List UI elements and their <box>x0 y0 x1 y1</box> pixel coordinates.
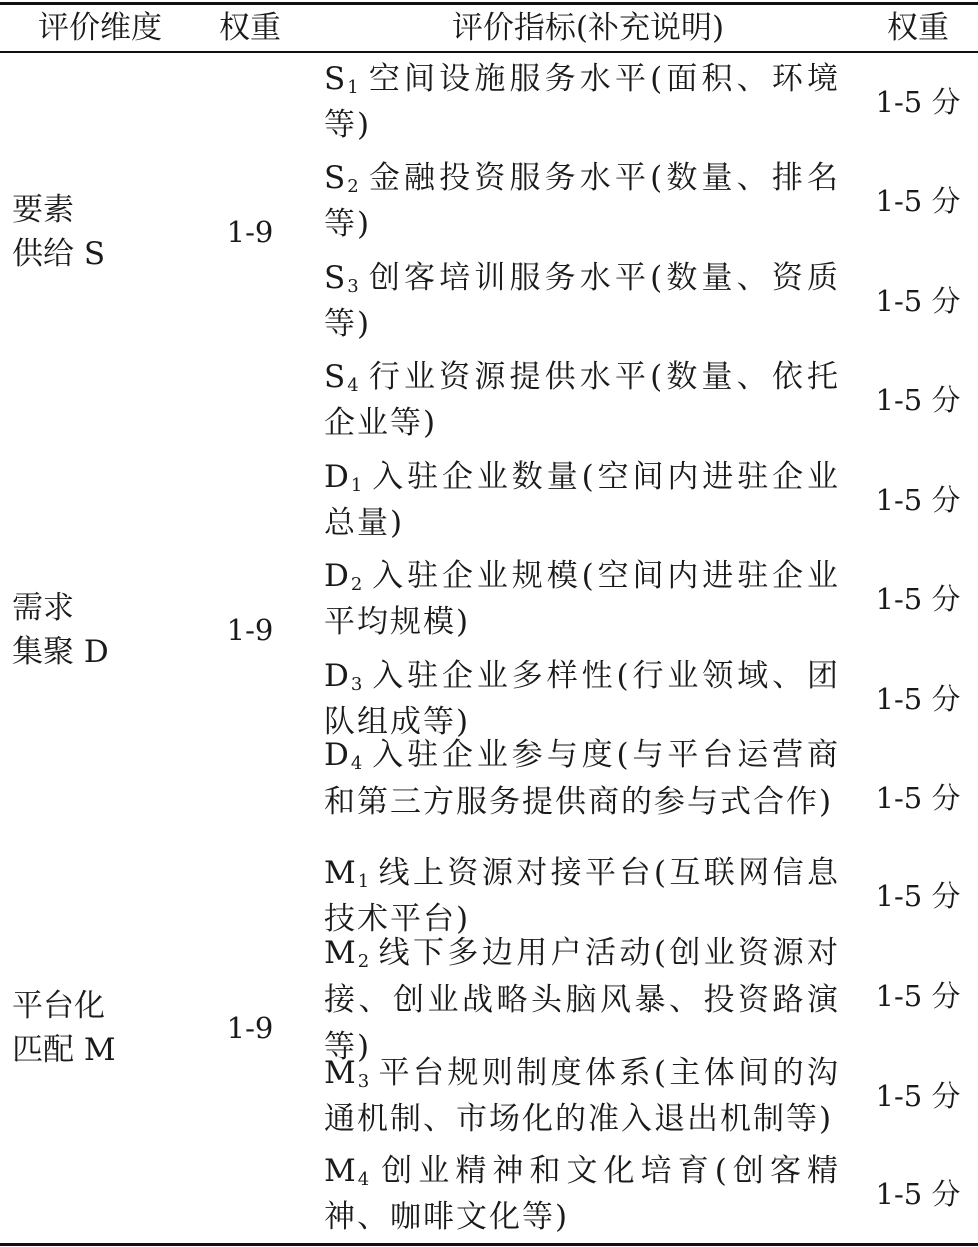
dimension-supply <box>12 188 202 276</box>
indicator-weight: 1-5 分 <box>875 1177 961 1211</box>
indicator-text: $M_3$ 平台规则制度体系(主体间的沟通机制、市场化的准入退出机制等) <box>324 1055 840 1137</box>
dimension-platform <box>12 984 202 1072</box>
indicator-weight: 1-5 分 <box>875 979 961 1013</box>
indicator-code: $S_4$ <box>324 359 361 396</box>
indicator-weight: 1-5 分 <box>875 879 961 913</box>
dimension-name-line2: 匹配 M <box>12 1032 116 1068</box>
table-row <box>318 151 978 251</box>
indicator-weight: 1-5 分 <box>875 184 961 218</box>
indicator-text: $D_3$ 入驻企业多样性(行业领域、团队组成等) <box>324 658 840 740</box>
table-bottom-rule <box>0 1243 978 1246</box>
indicator-weight: 1-5 分 <box>875 582 961 616</box>
table-row <box>318 1046 978 1146</box>
table-row <box>318 926 978 1066</box>
dimension-name-line2: 供给 S <box>12 236 106 272</box>
indicator-weight: 1-5 分 <box>875 682 961 716</box>
indicator-weight: 1-5 分 <box>875 781 961 815</box>
indicator-text: $S_1$ 空间设施服务水平(面积、环境等) <box>324 61 840 143</box>
indicator-code: $D_4$ <box>324 737 365 774</box>
header-dimension-weight: 权重 <box>219 10 281 46</box>
header-indicator-weight: 权重 <box>887 10 949 46</box>
dimension-weight: 1-9 <box>226 1011 274 1045</box>
indicator-code: $M_2$ <box>324 935 372 972</box>
table-row <box>318 52 978 152</box>
table-top-rule <box>0 2 978 5</box>
indicator-weight: 1-5 分 <box>875 483 961 517</box>
indicator-weight: 1-5 分 <box>875 85 961 119</box>
indicator-code: $M_4$ <box>324 1153 372 1190</box>
indicator-code: $D_1$ <box>324 459 365 496</box>
indicator-code: $D_2$ <box>324 558 365 595</box>
indicator-text: $S_2$ 金融投资服务水平(数量、排名等) <box>324 160 840 242</box>
header-indicator: 评价指标(补充说明) <box>451 10 725 46</box>
indicator-text: $S_4$ 行业资源提供水平(数量、依托企业等) <box>324 359 840 441</box>
indicator-weight: 1-5 分 <box>875 284 961 318</box>
header-dimension: 评价维度 <box>38 10 162 46</box>
indicator-code: $M_1$ <box>324 855 372 892</box>
table-row <box>318 1144 978 1244</box>
table-row <box>318 350 978 450</box>
indicator-text: $M_4$ 创业精神和文化培育(创客精神、咖啡文化等) <box>324 1153 840 1235</box>
table-row <box>318 450 978 550</box>
table-row <box>318 549 978 649</box>
dimension-demand <box>12 586 202 674</box>
indicator-text: $D_1$ 入驻企业数量(空间内进驻企业总量) <box>324 459 840 541</box>
indicator-code: $S_2$ <box>324 160 361 197</box>
indicator-code: $D_3$ <box>324 658 365 695</box>
indicator-text: $D_4$ 入驻企业参与度(与平台运营商和第三方服务提供商的参与式合作) <box>324 737 840 820</box>
indicator-text: $S_3$ 创客培训服务水平(数量、资质等) <box>324 260 840 342</box>
indicator-text: $M_2$ 线下多边用户活动(创业资源对接、创业战略头脑风暴、投资路演等) <box>324 935 840 1065</box>
indicator-code: $S_3$ <box>324 260 361 297</box>
indicator-weight: 1-5 分 <box>875 383 961 417</box>
indicator-code: $S_1$ <box>324 61 361 98</box>
dimension-name-line2: 集聚 D <box>12 634 109 670</box>
dimension-name-line1: 需求 <box>12 590 74 626</box>
dimension-weight: 1-9 <box>226 613 274 647</box>
indicator-weight: 1-5 分 <box>875 1079 961 1113</box>
dimension-name-line1: 要素 <box>12 192 74 228</box>
indicator-text: $M_1$ 线上资源对接平台(互联网信息技术平台) <box>324 855 840 937</box>
dimension-name-line1: 平台化 <box>12 988 105 1024</box>
indicator-text: $D_2$ 入驻企业规模(空间内进驻企业平均规模) <box>324 558 840 640</box>
indicator-code: $M_3$ <box>324 1055 372 1092</box>
dimension-weight: 1-9 <box>226 215 274 249</box>
table-row <box>318 251 978 351</box>
